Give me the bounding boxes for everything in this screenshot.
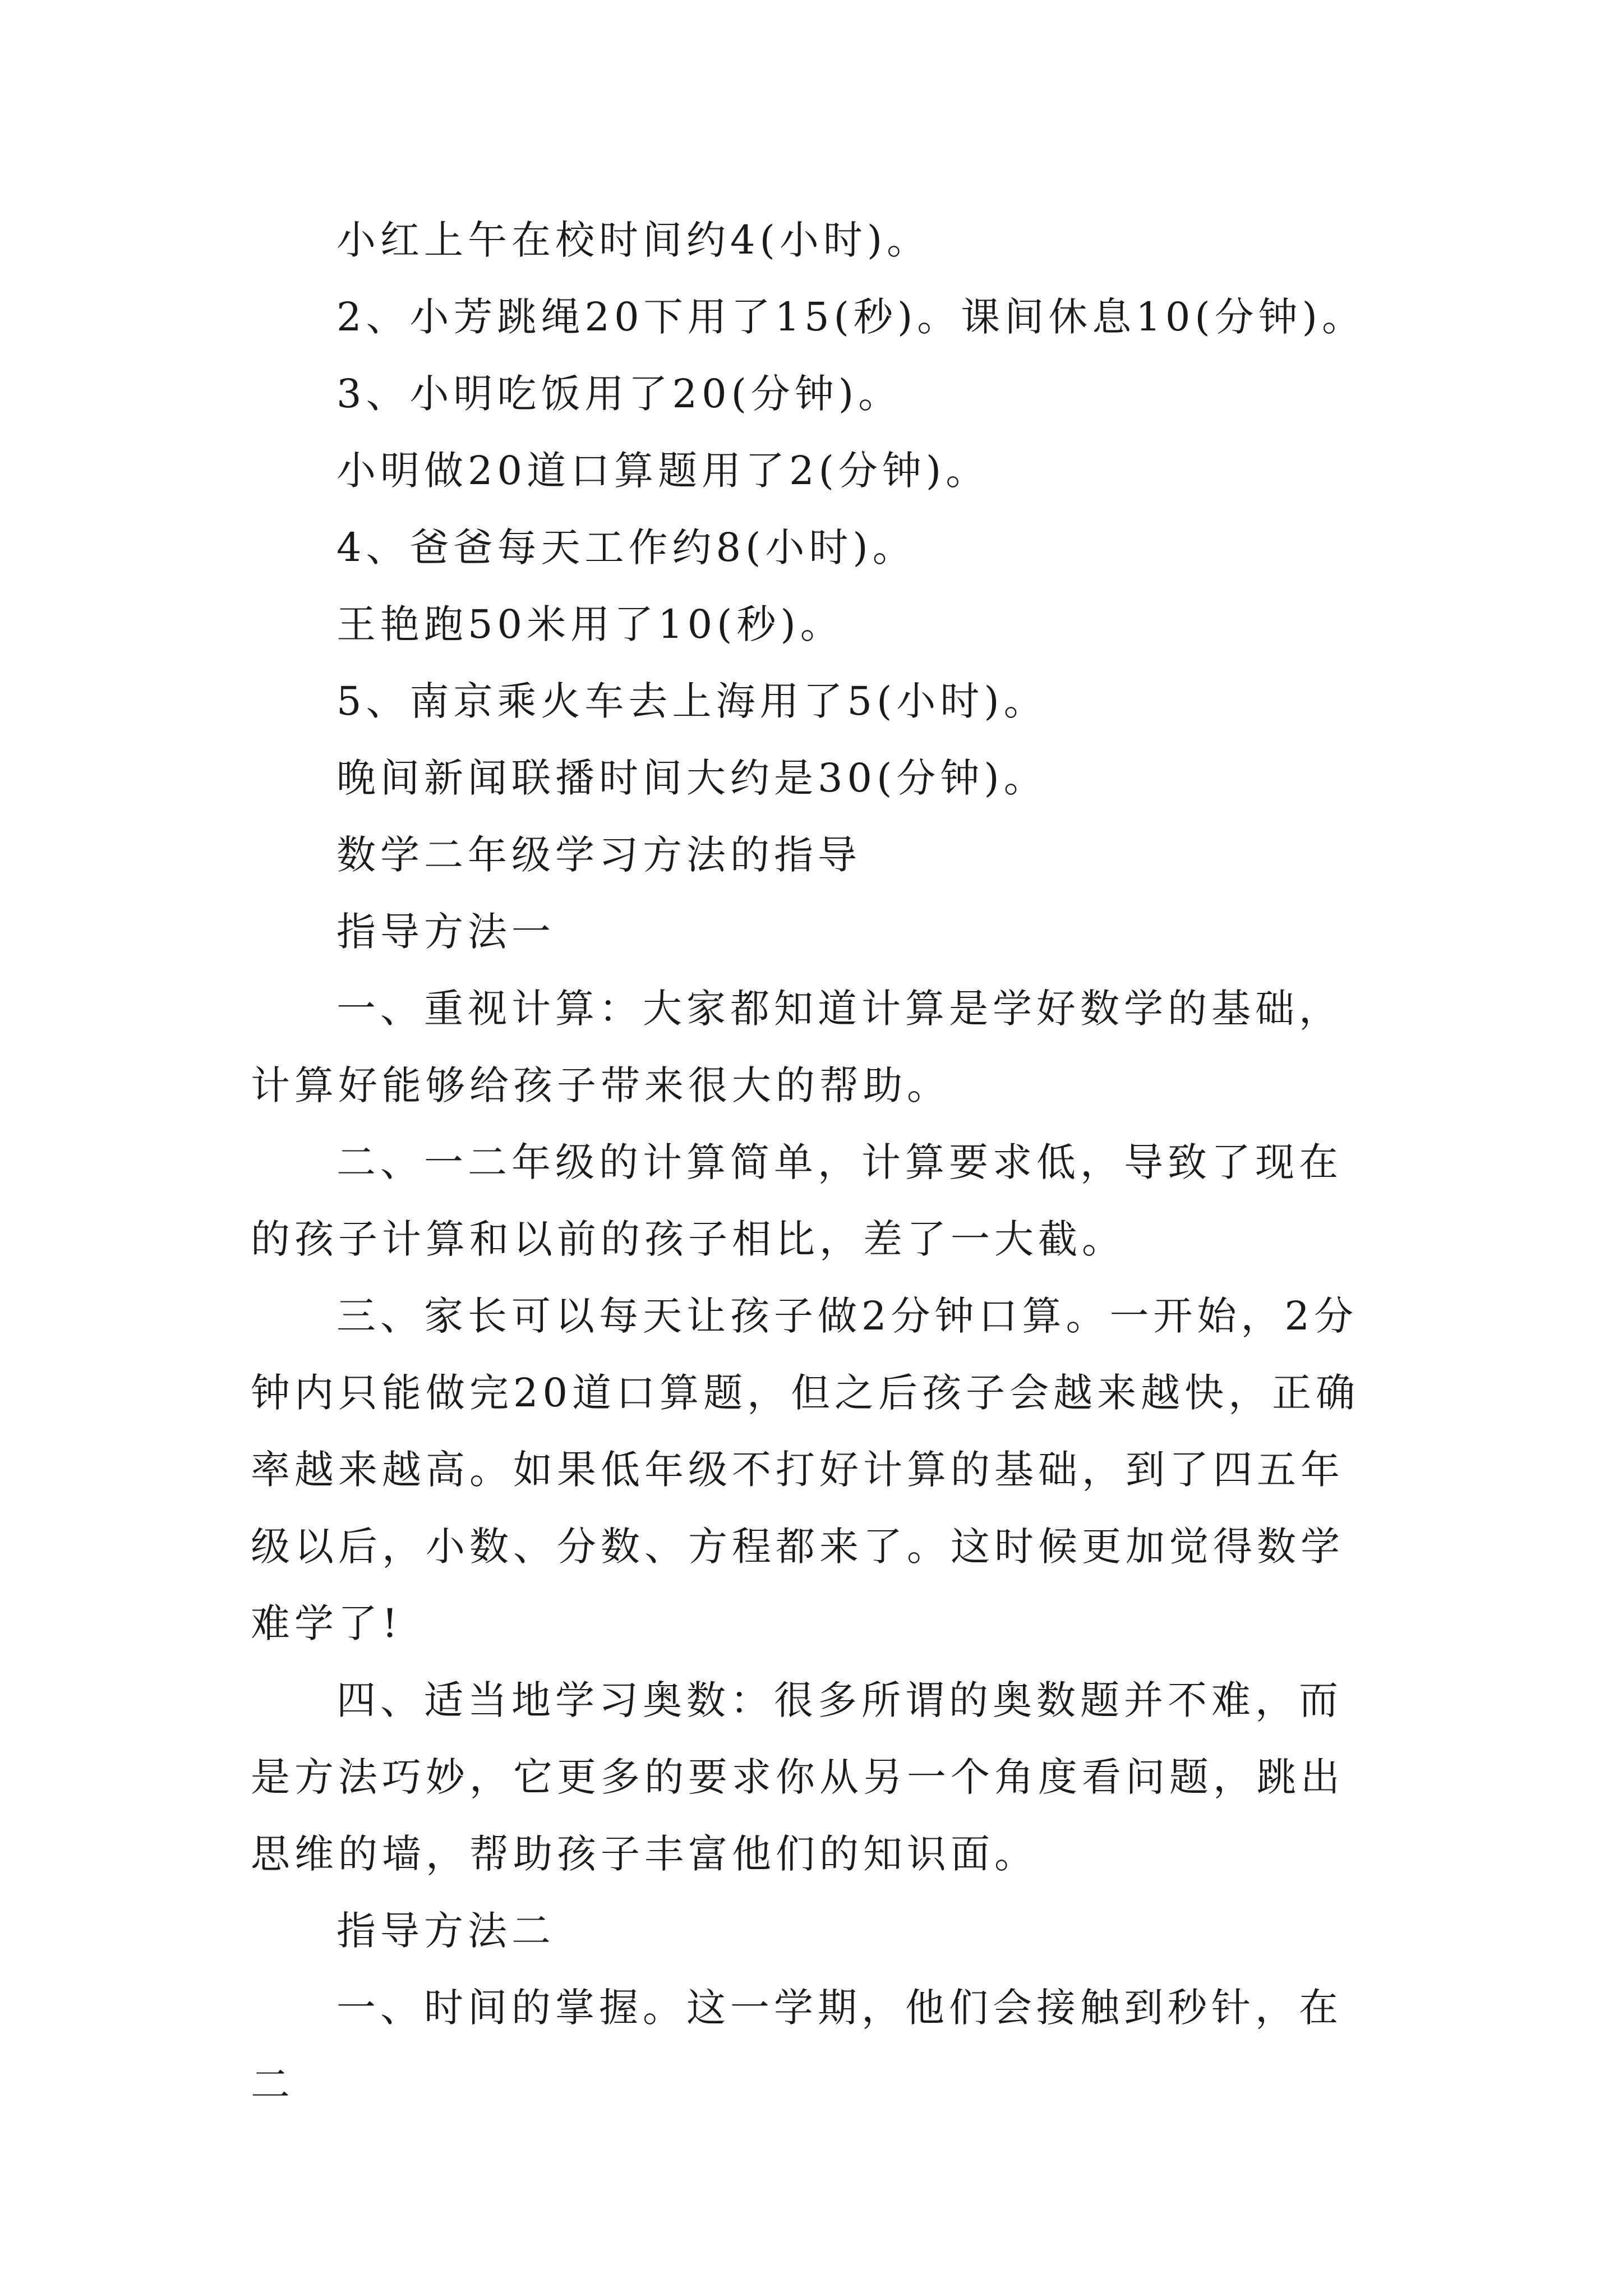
- subheading-method-two: 指导方法二: [336, 1908, 555, 1954]
- paragraph-8: 晚间新闻联播时间大约是30(分钟)。: [336, 755, 1048, 801]
- document-body: [251, 202, 1384, 2123]
- paragraph-11: 一、重视计算：大家都知道计算是学好数学的基础，计算好能够给孩子带来很大的帮助。: [251, 986, 1343, 1108]
- paragraph-14: 四、适当地学习奥数：很多所谓的奥数题并不难，而是方法巧妙，它更多的要求你从另一个角度看问题，跳出思维的墙，帮助孩子丰富他们的知识面。: [251, 1677, 1344, 1877]
- paragraph-2: 2、小芳跳绳20下用了15(秒)。课间休息10(分钟)。: [336, 294, 1366, 340]
- subheading-method-one: 指导方法一: [336, 909, 555, 955]
- section-heading: 数学二年级学习方法的指导: [336, 832, 861, 878]
- paragraph-16: 一、时间的掌握。这一学期，他们会接触到秒针，在二: [251, 1985, 1343, 2108]
- paragraph-7: 5、南京乘火车去上海用了5(小时)。: [336, 678, 1048, 724]
- paragraph-12: 二、一二年级的计算简单，计算要求低，导致了现在的孩子计算和以前的孩子相比，差了一大截。: [251, 1139, 1343, 1262]
- paragraph-1: 小红上午在校时间约4(小时)。: [336, 217, 931, 263]
- paragraph-3: 3、小明吃饭用了20(分钟)。: [336, 371, 902, 417]
- paragraph-5: 4、爸爸每天工作约8(小时)。: [336, 524, 916, 570]
- paragraph-6: 王艳跑50米用了10(秒)。: [336, 601, 844, 647]
- paragraph-13: 三、家长可以每天让孩子做2分钟口算。一开始，2分钟内只能做完20道口算题，但之后孩子会越来越快，正确率越来越高。如果低年级不打好计算的基础，到了四五年级以后，小数、分数、方程都来了。这时候更加觉得数学难学了!: [251, 1293, 1360, 1646]
- paragraph-4: 小明做20道口算题用了2(分钟)。: [336, 448, 990, 494]
